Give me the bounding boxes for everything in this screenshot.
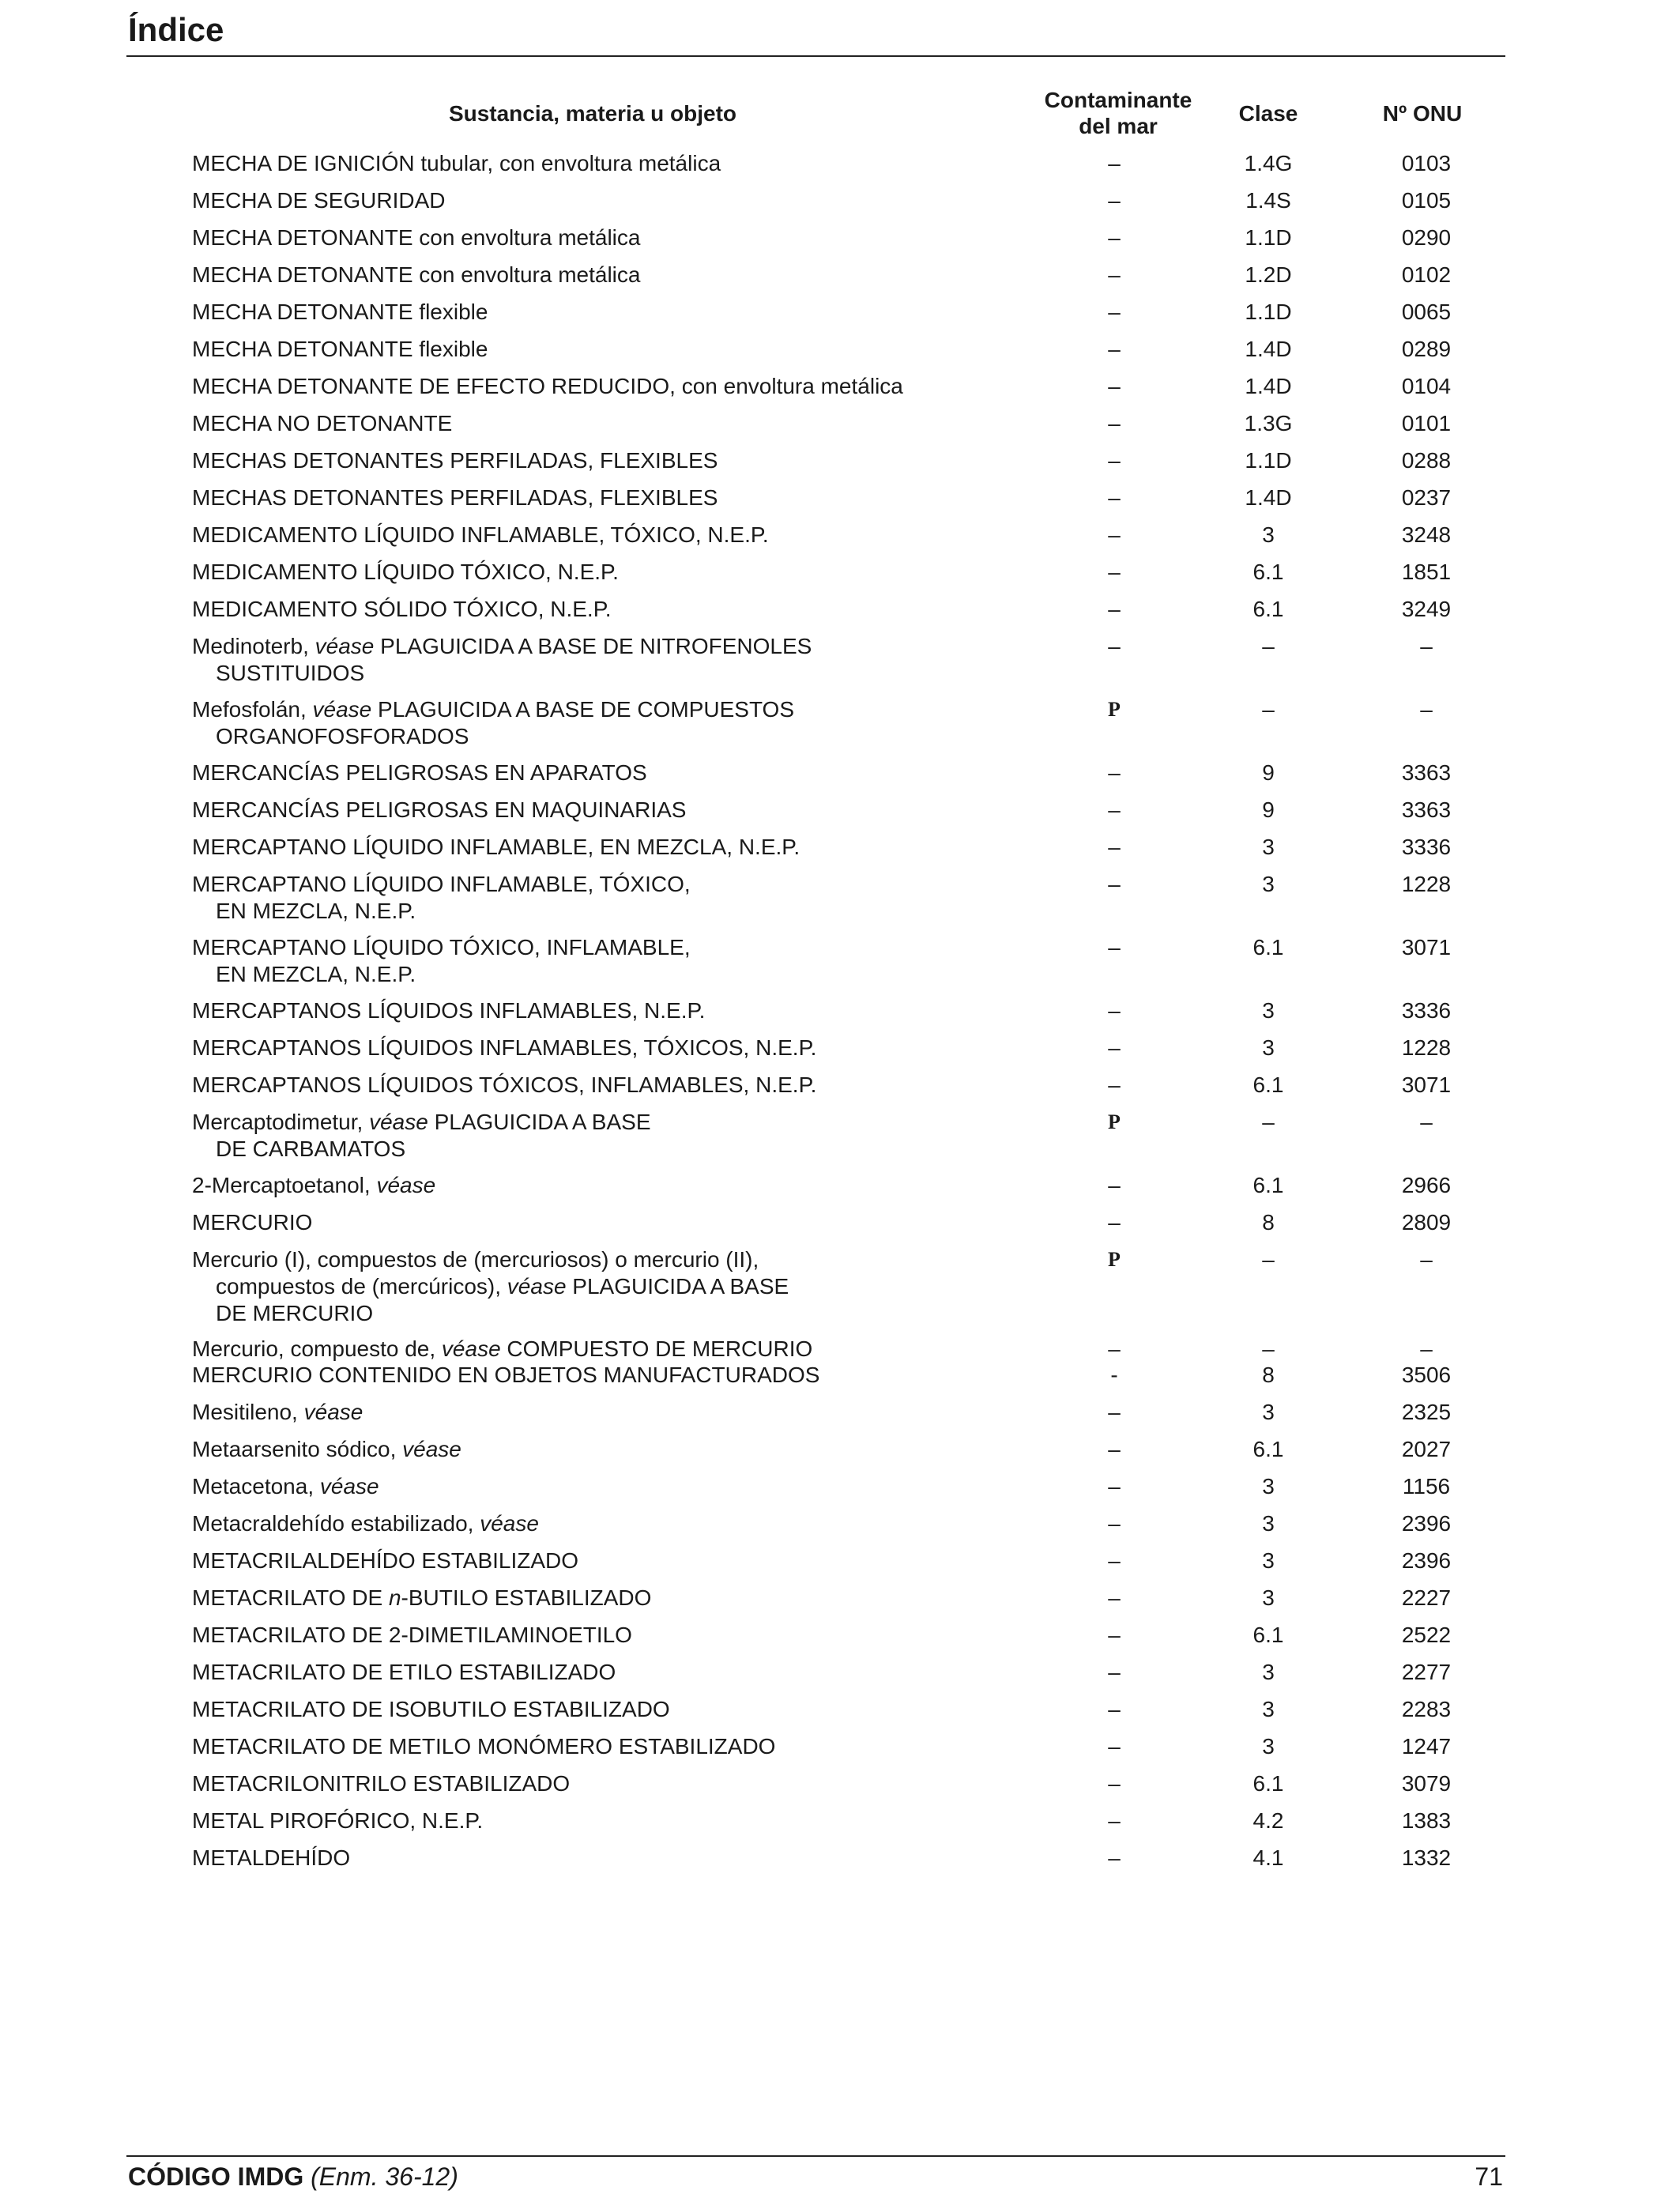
footer-code-name: CÓDIGO IMDG bbox=[128, 2162, 304, 2191]
substance-name bbox=[192, 1770, 966, 1797]
marine-pollutant-cell: – bbox=[1108, 151, 1121, 175]
marine-pollutant-cell: – bbox=[1108, 634, 1121, 658]
substance-name bbox=[192, 373, 966, 400]
substance-name-text: COMPUESTO DE MERCURIO bbox=[500, 1336, 813, 1361]
substance-name-continuation bbox=[192, 898, 966, 925]
substance-name-text: MERCAPTANO LÍQUIDO INFLAMABLE, EN MEZCLA, N.E.P. bbox=[192, 835, 800, 859]
substance-name bbox=[192, 410, 966, 437]
un-number-cell: 0102 bbox=[1401, 262, 1452, 287]
un-number-cell: 3249 bbox=[1401, 597, 1452, 621]
substance-name-line bbox=[192, 187, 966, 214]
see-reference: véase bbox=[319, 1474, 379, 1498]
un-number-cell: 2227 bbox=[1401, 1585, 1452, 1610]
substance-name-line bbox=[192, 596, 966, 623]
class-cell: – bbox=[1262, 634, 1275, 658]
substance-name-line bbox=[192, 1733, 966, 1760]
marine-pollutant-cell: – bbox=[1108, 374, 1121, 398]
substance-name-text: MECHA DETONANTE con envoltura metálica bbox=[192, 225, 641, 250]
class-cell: 1.3G bbox=[1244, 411, 1293, 435]
marine-pollutant-cell: – bbox=[1108, 935, 1121, 959]
class-cell: – bbox=[1262, 1336, 1275, 1361]
substance-name-line bbox=[192, 224, 966, 251]
class-cell: 6.1 bbox=[1252, 1173, 1284, 1197]
marine-pollutant-cell: – bbox=[1108, 300, 1121, 324]
marine-pollutant-cell: – bbox=[1108, 1474, 1121, 1498]
un-number-cell: 0289 bbox=[1401, 337, 1452, 361]
substance-name bbox=[192, 1733, 966, 1760]
substance-name-line bbox=[192, 633, 966, 660]
see-reference: véase bbox=[402, 1437, 461, 1461]
un-number-cell: 0104 bbox=[1401, 374, 1452, 398]
class-cell: 3 bbox=[1262, 1474, 1275, 1498]
class-cell: 1.2D bbox=[1245, 262, 1292, 287]
class-cell: 6.1 bbox=[1252, 935, 1284, 959]
marine-pollutant-cell: – bbox=[1108, 1173, 1121, 1197]
see-reference: véase bbox=[312, 697, 372, 722]
marine-pollutant-cell: – bbox=[1108, 560, 1121, 584]
substance-name-line bbox=[192, 834, 966, 861]
substance-name-line bbox=[192, 934, 966, 961]
substance-name-text: METALDEHÍDO bbox=[192, 1845, 351, 1870]
page-title: Índice bbox=[128, 11, 224, 48]
class-cell: 3 bbox=[1262, 872, 1275, 896]
substance-name-line bbox=[192, 1035, 966, 1061]
substance-name-text: MERCAPTANOS LÍQUIDOS INFLAMABLES, TÓXICOS, N.E.P. bbox=[192, 1035, 817, 1060]
substance-name-text: PLAGUICIDA A BASE bbox=[566, 1274, 789, 1299]
substance-name-line bbox=[192, 1770, 966, 1797]
marine-pollutant-cell: – bbox=[1108, 1437, 1121, 1461]
substance-name-line bbox=[192, 1547, 966, 1574]
un-number-cell: 2277 bbox=[1401, 1660, 1452, 1684]
marine-pollutant-cell: – bbox=[1108, 225, 1121, 250]
marine-pollutant-cell: – bbox=[1108, 872, 1121, 896]
substance-name bbox=[192, 1808, 966, 1834]
un-number-cell: – bbox=[1420, 634, 1433, 658]
class-cell: 4.2 bbox=[1252, 1808, 1284, 1833]
un-number-cell: 2325 bbox=[1401, 1400, 1452, 1424]
class-cell: 1.1D bbox=[1245, 225, 1292, 250]
substance-name-text: MERCAPTANO LÍQUIDO TÓXICO, INFLAMABLE, bbox=[192, 935, 691, 959]
class-cell: 3 bbox=[1262, 1660, 1275, 1684]
substance-name-text: MERCAPTANOS LÍQUIDOS INFLAMABLES, N.E.P. bbox=[192, 998, 706, 1023]
substance-name bbox=[192, 187, 966, 214]
un-number-cell: 1851 bbox=[1401, 560, 1452, 584]
substance-name-text: MECHA DE IGNICIÓN tubular, con envoltura metálica bbox=[192, 151, 721, 175]
substance-name-line bbox=[192, 1808, 966, 1834]
un-number-cell: 0290 bbox=[1401, 225, 1452, 250]
un-number-cell: – bbox=[1420, 1110, 1433, 1134]
substance-name-line bbox=[192, 1659, 966, 1686]
class-cell: 3 bbox=[1262, 998, 1275, 1023]
substance-name-line bbox=[192, 1172, 966, 1199]
marine-pollutant-cell: – bbox=[1108, 337, 1121, 361]
substance-name-text: -BUTILO ESTABILIZADO bbox=[401, 1585, 652, 1610]
substance-name-text: METACRILATO DE METILO MONÓMERO ESTABILIZADO bbox=[192, 1734, 776, 1759]
substance-name-text: METACRILONITRILO ESTABILIZADO bbox=[192, 1771, 571, 1796]
marine-pollutant-cell: – bbox=[1108, 485, 1121, 510]
un-number-cell: 3071 bbox=[1401, 935, 1452, 959]
substance-name bbox=[192, 797, 966, 824]
un-number-cell: 0065 bbox=[1401, 300, 1452, 324]
substance-name bbox=[192, 1209, 966, 1236]
substance-name-text: MECHA DETONANTE flexible bbox=[192, 337, 488, 361]
class-cell: – bbox=[1262, 697, 1275, 722]
class-cell: 3 bbox=[1262, 1400, 1275, 1424]
un-number-cell: 3336 bbox=[1401, 835, 1452, 859]
marine-pollutant-cell: – bbox=[1108, 188, 1121, 213]
un-number-cell: 2396 bbox=[1401, 1548, 1452, 1573]
substance-name-line bbox=[192, 1585, 966, 1612]
substance-name-text: MECHA DETONANTE con envoltura metálica bbox=[192, 262, 641, 287]
substance-name-text: PLAGUICIDA A BASE DE COMPUESTOS bbox=[371, 697, 795, 722]
marine-pollutant-cell: – bbox=[1108, 1771, 1121, 1796]
class-cell: 6.1 bbox=[1252, 560, 1284, 584]
substance-name bbox=[192, 834, 966, 861]
substance-name-text: MERCURIO CONTENIDO EN OBJETOS MANUFACTURADOS bbox=[192, 1363, 820, 1387]
substance-name-line bbox=[192, 522, 966, 548]
substance-name-text: MEDICAMENTO SÓLIDO TÓXICO, N.E.P. bbox=[192, 597, 612, 621]
substance-name-text: METACRILATO DE 2-DIMETILAMINOETILO bbox=[192, 1623, 632, 1647]
substance-name bbox=[192, 484, 966, 511]
substance-name-line bbox=[192, 410, 966, 437]
substance-name-line bbox=[192, 1622, 966, 1649]
un-number-cell: 0288 bbox=[1401, 448, 1452, 473]
marine-pollutant-cell: P bbox=[1108, 1110, 1121, 1133]
un-number-cell: 3079 bbox=[1401, 1771, 1452, 1796]
un-number-cell: 0103 bbox=[1401, 151, 1452, 175]
substance-name-line bbox=[192, 1362, 966, 1389]
substance-name bbox=[192, 1172, 966, 1199]
substance-name-text: Mercurio (I), compuestos de (mercuriosos) o mercurio (II), bbox=[192, 1247, 759, 1272]
un-number-cell: 2396 bbox=[1401, 1511, 1452, 1536]
un-number-cell: 2809 bbox=[1401, 1210, 1452, 1235]
un-number-cell: 1156 bbox=[1402, 1474, 1451, 1498]
substance-name-text: MERCAPTANO LÍQUIDO INFLAMABLE, TÓXICO, bbox=[192, 872, 691, 896]
substance-name-text: Medinoterb, bbox=[192, 634, 315, 658]
substance-name bbox=[192, 1109, 966, 1163]
class-cell: 1.4D bbox=[1245, 485, 1292, 510]
un-number-cell: 2027 bbox=[1401, 1437, 1452, 1461]
substance-name-line bbox=[192, 1436, 966, 1463]
column-header-marine-pollutant-line2: del mar bbox=[1079, 114, 1158, 138]
marine-pollutant-cell: – bbox=[1108, 448, 1121, 473]
class-cell: 1.4S bbox=[1245, 188, 1291, 213]
substance-name-text: Metaarsenito sódico, bbox=[192, 1437, 403, 1461]
substance-name-line bbox=[192, 484, 966, 511]
substance-name bbox=[192, 262, 966, 288]
substance-name-line bbox=[192, 150, 966, 177]
substance-name-line bbox=[192, 1510, 966, 1537]
substance-name bbox=[192, 336, 966, 363]
class-cell: 3 bbox=[1262, 1697, 1275, 1721]
substance-name bbox=[192, 1072, 966, 1099]
un-number-cell: 1228 bbox=[1401, 872, 1452, 896]
substance-name bbox=[192, 1336, 966, 1363]
substance-name bbox=[192, 522, 966, 548]
substance-name bbox=[192, 447, 966, 474]
substance-name bbox=[192, 1246, 966, 1327]
substance-name bbox=[192, 1510, 966, 1537]
class-cell: 6.1 bbox=[1252, 1437, 1284, 1461]
un-number-cell: 1228 bbox=[1401, 1035, 1452, 1060]
marine-pollutant-cell: – bbox=[1108, 1845, 1121, 1870]
class-cell: 6.1 bbox=[1252, 1623, 1284, 1647]
class-cell: 1.1D bbox=[1245, 300, 1292, 324]
substance-name bbox=[192, 696, 966, 750]
substance-name-line bbox=[192, 299, 966, 326]
substance-name bbox=[192, 224, 966, 251]
substance-name bbox=[192, 1362, 966, 1389]
substance-name-line bbox=[192, 997, 966, 1024]
substance-name bbox=[192, 559, 966, 586]
see-reference: véase bbox=[315, 634, 375, 658]
substance-name bbox=[192, 1659, 966, 1686]
see-reference: véase bbox=[369, 1110, 428, 1134]
substance-name bbox=[192, 1399, 966, 1426]
substance-name-line bbox=[192, 262, 966, 288]
marine-pollutant-cell: – bbox=[1108, 262, 1121, 287]
marine-pollutant-cell: – bbox=[1108, 998, 1121, 1023]
substance-name-text: SUSTITUIDOS bbox=[216, 661, 365, 685]
substance-name-text: PLAGUICIDA A BASE bbox=[428, 1110, 651, 1134]
class-cell: 3 bbox=[1262, 1035, 1275, 1060]
marine-pollutant-cell: – bbox=[1108, 1697, 1121, 1721]
marine-pollutant-cell: – bbox=[1108, 1623, 1121, 1647]
marine-pollutant-cell: – bbox=[1108, 1734, 1121, 1759]
substance-name-line bbox=[192, 1072, 966, 1099]
un-number-cell: 1332 bbox=[1401, 1845, 1452, 1870]
un-number-cell: 0105 bbox=[1401, 188, 1452, 213]
substance-name-text: Metacraldehído estabilizado, bbox=[192, 1511, 480, 1536]
substance-name-text: MECHA DETONANTE flexible bbox=[192, 300, 488, 324]
substance-name-text: Metacetona, bbox=[192, 1474, 320, 1498]
substance-name-text: MECHAS DETONANTES PERFILADAS, FLEXIBLES bbox=[192, 485, 718, 510]
substance-name-text: MERCANCÍAS PELIGROSAS EN MAQUINARIAS bbox=[192, 797, 687, 822]
marine-pollutant-cell: – bbox=[1108, 1210, 1121, 1235]
see-reference: véase bbox=[507, 1274, 567, 1299]
class-cell: 3 bbox=[1262, 522, 1275, 547]
substance-name-text: MEDICAMENTO LÍQUIDO INFLAMABLE, TÓXICO, N.E.P. bbox=[192, 522, 769, 547]
substance-name-text: METACRILATO DE ETILO ESTABILIZADO bbox=[192, 1660, 616, 1684]
substance-name-continuation bbox=[192, 1273, 966, 1300]
un-number-cell: 1247 bbox=[1401, 1734, 1452, 1759]
substance-name bbox=[192, 1585, 966, 1612]
un-number-cell: 3071 bbox=[1401, 1072, 1452, 1097]
substance-name-text: METACRILATO DE bbox=[192, 1585, 389, 1610]
class-cell: 1.4D bbox=[1245, 337, 1292, 361]
class-cell: 6.1 bbox=[1252, 1072, 1284, 1097]
class-cell: 3 bbox=[1262, 1548, 1275, 1573]
un-number-cell: 3363 bbox=[1401, 797, 1452, 822]
substance-name bbox=[192, 997, 966, 1024]
un-number-cell: – bbox=[1420, 1247, 1433, 1272]
column-header-substance: Sustancia, materia u objeto bbox=[448, 101, 737, 126]
class-cell: 6.1 bbox=[1252, 597, 1284, 621]
see-reference: véase bbox=[480, 1511, 539, 1536]
substance-name-text: DE MERCURIO bbox=[216, 1301, 374, 1325]
header-rule bbox=[126, 55, 1505, 57]
class-cell: 3 bbox=[1262, 1511, 1275, 1536]
substance-name-continuation bbox=[192, 1136, 966, 1163]
substance-name-text: Mesitileno, bbox=[192, 1400, 304, 1424]
substance-name-line bbox=[192, 373, 966, 400]
marine-pollutant-cell: – bbox=[1108, 597, 1121, 621]
marine-pollutant-cell: – bbox=[1108, 797, 1121, 822]
substance-name bbox=[192, 633, 966, 687]
class-cell: 6.1 bbox=[1252, 1771, 1284, 1796]
marine-pollutant-cell: – bbox=[1108, 1511, 1121, 1536]
marine-pollutant-cell: – bbox=[1108, 760, 1121, 785]
substance-name-line bbox=[192, 696, 966, 723]
substance-name-text: METACRILALDEHÍDO ESTABILIZADO bbox=[192, 1548, 579, 1573]
substance-name bbox=[192, 871, 966, 925]
substance-name-continuation bbox=[192, 961, 966, 988]
column-header-un-number: Nº ONU bbox=[1382, 101, 1463, 126]
marine-pollutant-cell: – bbox=[1108, 522, 1121, 547]
substance-name-text: EN MEZCLA, N.E.P. bbox=[216, 962, 416, 986]
class-cell: 3 bbox=[1262, 1734, 1275, 1759]
substance-name-continuation bbox=[192, 660, 966, 687]
substance-name-line bbox=[192, 797, 966, 824]
substance-name-line bbox=[192, 871, 966, 898]
un-number-cell: 3336 bbox=[1401, 998, 1452, 1023]
substance-name-continuation bbox=[192, 723, 966, 750]
substance-name-text: ORGANOFOSFORADOS bbox=[216, 724, 469, 748]
substance-name-line bbox=[192, 1473, 966, 1500]
see-reference: véase bbox=[441, 1336, 501, 1361]
see-reference: n bbox=[388, 1585, 401, 1610]
marine-pollutant-cell: – bbox=[1108, 1336, 1121, 1361]
marine-pollutant-cell: – bbox=[1108, 1035, 1121, 1060]
column-header-marine-pollutant-line1: Contaminante bbox=[1044, 88, 1192, 112]
class-cell: – bbox=[1262, 1247, 1275, 1272]
un-number-cell: 3248 bbox=[1401, 522, 1452, 547]
substance-name-text: MERCANCÍAS PELIGROSAS EN APARATOS bbox=[192, 760, 647, 785]
page-number: 71 bbox=[1475, 2162, 1503, 2191]
substance-name-continuation bbox=[192, 1300, 966, 1327]
substance-name-line bbox=[192, 559, 966, 586]
substance-name-line bbox=[192, 760, 966, 786]
un-number-cell: 2966 bbox=[1401, 1173, 1452, 1197]
substance-name-line bbox=[192, 1399, 966, 1426]
substance-name-line bbox=[192, 1246, 966, 1273]
substance-name-line bbox=[192, 1109, 966, 1136]
un-number-cell: 0237 bbox=[1401, 485, 1452, 510]
marine-pollutant-cell: P bbox=[1108, 698, 1121, 721]
substance-name-text: compuestos de (mercúricos), bbox=[216, 1274, 507, 1299]
substance-name-line bbox=[192, 336, 966, 363]
substance-name-text: MECHAS DETONANTES PERFILADAS, FLEXIBLES bbox=[192, 448, 718, 473]
class-cell: 9 bbox=[1262, 760, 1275, 785]
substance-name-text: MERCAPTANOS LÍQUIDOS TÓXICOS, INFLAMABLES, N.E.P. bbox=[192, 1072, 817, 1097]
substance-name bbox=[192, 150, 966, 177]
marine-pollutant-cell: - bbox=[1110, 1363, 1118, 1387]
substance-name-text: MECHA NO DETONANTE bbox=[192, 411, 453, 435]
class-cell: 3 bbox=[1262, 835, 1275, 859]
substance-name-text: METAL PIROFÓRICO, N.E.P. bbox=[192, 1808, 484, 1833]
class-cell: 8 bbox=[1262, 1210, 1275, 1235]
substance-name bbox=[192, 1035, 966, 1061]
un-number-cell: 3506 bbox=[1401, 1363, 1452, 1387]
class-cell: 8 bbox=[1262, 1363, 1275, 1387]
substance-name-text: MERCURIO bbox=[192, 1210, 313, 1235]
un-number-cell: 2283 bbox=[1401, 1697, 1452, 1721]
substance-name bbox=[192, 299, 966, 326]
un-number-cell: 0101 bbox=[1401, 411, 1452, 435]
marine-pollutant-cell: – bbox=[1108, 835, 1121, 859]
marine-pollutant-cell: – bbox=[1108, 1072, 1121, 1097]
substance-name bbox=[192, 596, 966, 623]
footer-rule bbox=[126, 2155, 1505, 2157]
substance-name-line bbox=[192, 1336, 966, 1363]
substance-name-text: Mercurio, compuesto de, bbox=[192, 1336, 442, 1361]
class-cell: 9 bbox=[1262, 797, 1275, 822]
see-reference: véase bbox=[303, 1400, 363, 1424]
substance-name bbox=[192, 1436, 966, 1463]
marine-pollutant-cell: – bbox=[1108, 1808, 1121, 1833]
substance-name-text: MECHA DE SEGURIDAD bbox=[192, 188, 446, 213]
substance-name-text: Mefosfolán, bbox=[192, 697, 313, 722]
class-cell: 1.1D bbox=[1245, 448, 1292, 473]
marine-pollutant-cell: – bbox=[1108, 411, 1121, 435]
substance-name bbox=[192, 1473, 966, 1500]
substance-name bbox=[192, 1696, 966, 1723]
un-number-cell: – bbox=[1420, 1336, 1433, 1361]
substance-name-line bbox=[192, 1845, 966, 1872]
marine-pollutant-cell: – bbox=[1108, 1548, 1121, 1573]
class-cell: 3 bbox=[1262, 1585, 1275, 1610]
substance-name-line bbox=[192, 447, 966, 474]
un-number-cell: 2522 bbox=[1401, 1623, 1452, 1647]
substance-name-text: METACRILATO DE ISOBUTILO ESTABILIZADO bbox=[192, 1697, 670, 1721]
substance-name bbox=[192, 760, 966, 786]
un-number-cell: 1383 bbox=[1401, 1808, 1452, 1833]
class-cell: 1.4G bbox=[1244, 151, 1293, 175]
substance-name-text: MEDICAMENTO LÍQUIDO TÓXICO, N.E.P. bbox=[192, 560, 619, 584]
marine-pollutant-cell: P bbox=[1108, 1248, 1121, 1271]
substance-name-text: PLAGUICIDA A BASE DE NITROFENOLES bbox=[374, 634, 812, 658]
marine-pollutant-cell: – bbox=[1108, 1400, 1121, 1424]
substance-name bbox=[192, 1547, 966, 1574]
column-header-class: Clase bbox=[1238, 101, 1298, 126]
substance-name-text: 2-Mercaptoetanol, bbox=[192, 1173, 377, 1197]
un-number-cell: – bbox=[1420, 697, 1433, 722]
substance-name bbox=[192, 934, 966, 988]
substance-name-text: MECHA DETONANTE DE EFECTO REDUCIDO, con envoltura metálica bbox=[192, 374, 903, 398]
substance-name-text: EN MEZCLA, N.E.P. bbox=[216, 899, 416, 923]
substance-name-text: Mercaptodimetur, bbox=[192, 1110, 370, 1134]
column-header-marine-pollutant bbox=[1011, 87, 1225, 139]
substance-name-line bbox=[192, 1209, 966, 1236]
substance-name-line bbox=[192, 1696, 966, 1723]
see-reference: véase bbox=[376, 1173, 436, 1197]
substance-name bbox=[192, 1845, 966, 1872]
class-cell: – bbox=[1262, 1110, 1275, 1134]
substance-name-text: DE CARBAMATOS bbox=[216, 1137, 406, 1161]
class-cell: 1.4D bbox=[1245, 374, 1292, 398]
substance-name bbox=[192, 1622, 966, 1649]
class-cell: 4.1 bbox=[1252, 1845, 1284, 1870]
footer-amendment: (Enm. 36-12) bbox=[311, 2162, 458, 2191]
marine-pollutant-cell: – bbox=[1108, 1660, 1121, 1684]
footer-code bbox=[128, 2162, 458, 2192]
un-number-cell: 3363 bbox=[1401, 760, 1452, 785]
marine-pollutant-cell: – bbox=[1108, 1585, 1121, 1610]
